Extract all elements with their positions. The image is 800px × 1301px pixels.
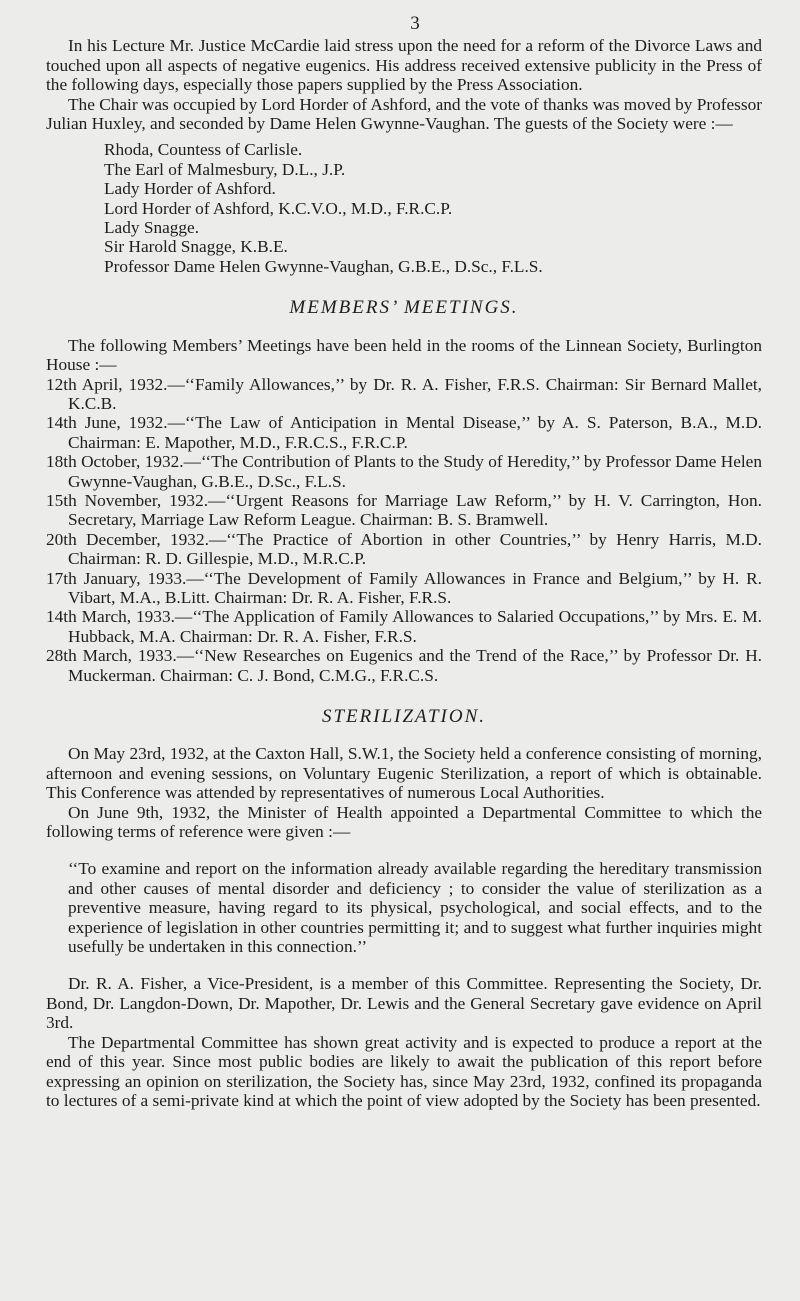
guest-item: Rhoda, Countess of Carlisle. bbox=[104, 140, 303, 160]
members-meetings-intro: The following Members’ Meetings have been held in the rooms of the Linnean Society, Burlington House :— bbox=[46, 335, 762, 375]
meeting-item: 15th November, 1932.—‘‘Urgent Reasons for Marriage Law Reform,’’ by H. V. Carrington, Hon. Secretary, Marriage Law Reform League. Chairman: B. S. Bramwell. bbox=[46, 490, 762, 530]
members-meetings-heading: MEMBERS’ MEETINGS. bbox=[289, 297, 519, 319]
quote-text: ‘‘To examine and report on the information already available regarding the hereditary transmission and other causes of mental disorder and deficiency ; to consider the value of sterilization as a preventive measure, having regard to its physical, psychological, and social effects, and to the experience of legislation in other countries permitting it; and to suggest what further inquiries might usefully be undertaken in this connection.’’ bbox=[68, 859, 762, 957]
guest-list bbox=[46, 140, 762, 276]
sterilization-heading: STERILIZATION. bbox=[321, 706, 486, 727]
meeting-item: 20th December, 1932.—‘‘The Practice of Abortion in other Countries,’’ by Henry Harris, M.D. Chairman: R. D. Gillespie, M.D., M.R.C.P. bbox=[46, 529, 762, 569]
sterilization-closing-2: The Departmental Committee has shown great activity and is expected to produce a report at the end of this year. Since most public bodies are likely to await the publication of this report before expressing an opinion on sterilization, the Society has, since May 23rd, 1932, confined its propaganda to lectures of a semi-private kind at which the point of view adopted by the Society has been presented. bbox=[46, 1032, 762, 1110]
guest-item: Lady Snagge. bbox=[104, 218, 200, 238]
intro-paragraph-2: The Chair was occupied by Lord Horder of Ashford, and the vote of thanks was moved by Professor Julian Huxley, and seconded by Dame Helen Gwynne-Vaughan. The guests of the Society were :— bbox=[46, 94, 762, 134]
document-page bbox=[46, 14, 762, 1110]
guest-item: Lady Horder of Ashford. bbox=[104, 179, 276, 199]
meeting-item: 14th March, 1933.—‘‘The Application of Family Allowances to Salaried Occupations,’’ by Mrs. E. M. Hubback, M.A. Chairman: Dr. R. A. Fisher, F.R.S. bbox=[46, 607, 762, 646]
meeting-item: 12th April, 1932.—‘‘Family Allowances,’’ by Dr. R. A. Fisher, F.R.S. Chairman: Sir Bernard Mallet, K.C.B. bbox=[46, 374, 762, 413]
intro-paragraph-1: In his Lecture Mr. Justice McCardie laid stress upon the need for a reform of the Divorce Laws and touched upon all aspects of negative eugenics. His address received extensive publicity in the Press of the following days, especially those papers supplied by the Press Association. bbox=[46, 36, 762, 95]
sterilization-paragraph-1: On May 23rd, 1932, at the Caxton Hall, S.W.1, the Society held a conference consisting of morning, afternoon and evening sessions, on Voluntary Eugenic Sterilization, a report of which is obtainable. This Conference was attended by representatives of numerous Local Authorities. bbox=[46, 744, 762, 803]
meeting-item: 17th January, 1933.—‘‘The Development of Family Allowances in France and Belgium,’’ by H. R. Vibart, M.A., B.Litt. Chairman: Dr. R. A. Fisher, F.R.S. bbox=[46, 568, 762, 607]
guest-item: Professor Dame Helen Gwynne-Vaughan, G.B.E., D.Sc., F.L.S. bbox=[104, 256, 543, 276]
guest-item: Sir Harold Snagge, K.B.E. bbox=[104, 237, 288, 257]
meeting-item: 18th October, 1932.—‘‘The Contribution of Plants to the Study of Heredity,’’ by Professor Dame Helen Gwynne-Vaughan, G.B.E., D.Sc., F.L.S. bbox=[46, 452, 762, 491]
meeting-item: 28th March, 1933.—‘‘New Researches on Eugenics and the Trend of the Race,’’ by Professor Dr. H. Muckerman. Chairman: C. J. Bond, C.M.G., F.R.C.S. bbox=[46, 646, 762, 685]
sterilization-closing-1: Dr. R. A. Fisher, a Vice-President, is a member of this Committee. Representing the Society, Dr. Bond, Dr. Langdon-Down, Dr. Mapother, Dr. Lewis and the General Secretary gave evidence on April 3rd. bbox=[46, 974, 762, 1033]
terms-of-reference-quote bbox=[46, 859, 762, 956]
guest-item: The Earl of Malmesbury, D.L., J.P. bbox=[104, 159, 346, 179]
guest-item: Lord Horder of Ashford, K.C.V.O., M.D., F.R.C.P. bbox=[104, 198, 453, 218]
page-number: 3 bbox=[410, 13, 420, 34]
sterilization-paragraph-2: On June 9th, 1932, the Minister of Health appointed a Departmental Committee to which the following terms of reference were given :— bbox=[46, 802, 762, 842]
meeting-item: 14th June, 1932.—‘‘The Law of Anticipation in Mental Disease,’’ by A. S. Paterson, B.A., M.D. Chairman: E. Mapother, M.D., F.R.C.S., F.R.C.P. bbox=[46, 413, 762, 452]
meetings-list bbox=[46, 375, 762, 686]
